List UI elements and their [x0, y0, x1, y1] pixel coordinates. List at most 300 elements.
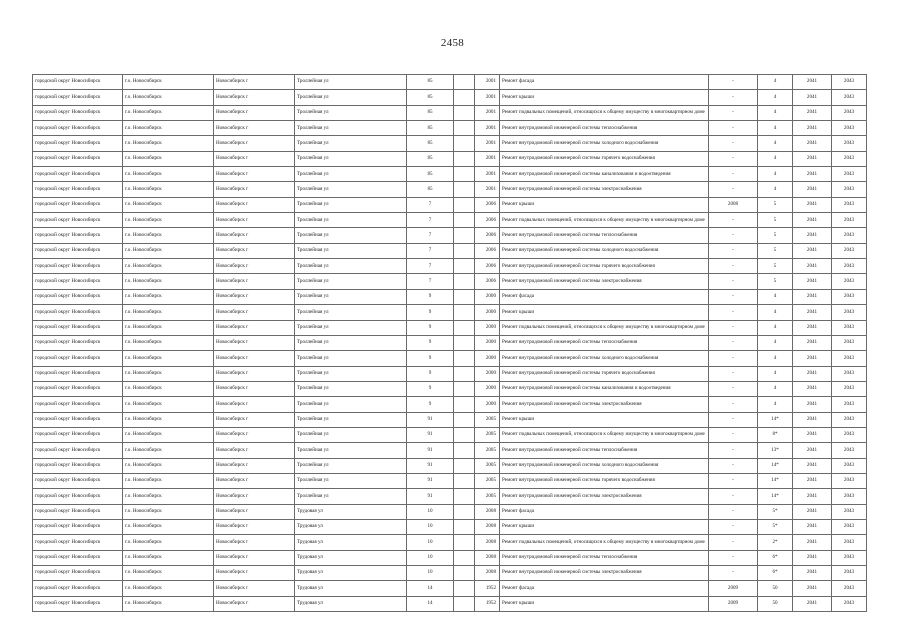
district-cell: городской округ Новосибирск — [33, 351, 123, 366]
settlement-cell: Новосибирск г — [214, 596, 295, 611]
house-number-cell: 14 — [407, 596, 454, 611]
period-cell: 4 — [758, 397, 793, 412]
city-cell: г.о. Новосибирск — [123, 489, 214, 504]
table-row — [33, 397, 867, 412]
end-year-cell: 2043 — [832, 519, 867, 534]
settlement-cell: Новосибирск г — [214, 75, 295, 90]
end-year-cell: 2043 — [832, 305, 867, 320]
district-cell: городской округ Новосибирск — [33, 259, 123, 274]
work-type-cell: Ремонт крыши — [500, 197, 709, 212]
work-type-cell: Ремонт внутридомовой инженерной системы электроснабжения — [500, 566, 709, 581]
start-year-cell: 2041 — [793, 566, 832, 581]
end-year-cell: 2043 — [832, 259, 867, 274]
build-year-cell: 2001 — [475, 75, 500, 90]
previous-repair-cell: - — [709, 167, 758, 182]
period-cell: 4 — [758, 335, 793, 350]
district-cell: городской округ Новосибирск — [33, 566, 123, 581]
house-number-cell: 10 — [407, 550, 454, 565]
start-year-cell: 2041 — [793, 381, 832, 396]
previous-repair-cell: - — [709, 320, 758, 335]
house-number-cell: 9 — [407, 351, 454, 366]
district-cell: городской округ Новосибирск — [33, 550, 123, 565]
end-year-cell: 2043 — [832, 136, 867, 151]
house-number-cell: 85 — [407, 136, 454, 151]
end-year-cell: 2043 — [832, 504, 867, 519]
building-cell — [454, 259, 475, 274]
end-year-cell: 2043 — [832, 197, 867, 212]
city-cell: г.о. Новосибирск — [123, 412, 214, 427]
house-number-cell: 85 — [407, 105, 454, 120]
previous-repair-cell: - — [709, 289, 758, 304]
district-cell: городской округ Новосибирск — [33, 458, 123, 473]
start-year-cell: 2041 — [793, 397, 832, 412]
end-year-cell: 2043 — [832, 213, 867, 228]
start-year-cell: 2041 — [793, 121, 832, 136]
previous-repair-cell: 2009 — [709, 581, 758, 596]
build-year-cell: 2001 — [475, 121, 500, 136]
district-cell: городской округ Новосибирск — [33, 489, 123, 504]
work-type-cell: Ремонт подвальных помещений, относящихся к общему имуществу в многоквартирном доме — [500, 213, 709, 228]
street-cell: Троллейная ул — [295, 397, 407, 412]
district-cell: городской округ Новосибирск — [33, 519, 123, 534]
page-number: 2458 — [440, 37, 465, 49]
period-cell: 5 — [758, 243, 793, 258]
period-cell: 5 — [758, 274, 793, 289]
settlement-cell: Новосибирск г — [214, 397, 295, 412]
work-type-cell: Ремонт крыши — [500, 305, 709, 320]
end-year-cell: 2043 — [832, 550, 867, 565]
table-row — [33, 473, 867, 488]
end-year-cell: 2043 — [832, 473, 867, 488]
city-cell: г.о. Новосибирск — [123, 581, 214, 596]
work-type-cell: Ремонт внутридомовой инженерной системы холодного водоснабжения — [500, 136, 709, 151]
street-cell: Трудовая ул — [295, 504, 407, 519]
previous-repair-cell: - — [709, 351, 758, 366]
district-cell: городской округ Новосибирск — [33, 412, 123, 427]
table-row — [33, 136, 867, 151]
start-year-cell: 2041 — [793, 504, 832, 519]
previous-repair-cell: - — [709, 75, 758, 90]
build-year-cell: 2006 — [475, 228, 500, 243]
street-cell: Троллейная ул — [295, 458, 407, 473]
period-cell: 4 — [758, 75, 793, 90]
work-type-cell: Ремонт подвальных помещений, относящихся к общему имуществу в многоквартирном доме — [500, 535, 709, 550]
settlement-cell: Новосибирск г — [214, 320, 295, 335]
work-type-cell: Ремонт крыши — [500, 412, 709, 427]
build-year-cell: 2006 — [475, 259, 500, 274]
end-year-cell: 2043 — [832, 335, 867, 350]
building-cell — [454, 351, 475, 366]
previous-repair-cell: - — [709, 259, 758, 274]
work-type-cell: Ремонт фасада — [500, 581, 709, 596]
building-cell — [454, 335, 475, 350]
start-year-cell: 2041 — [793, 136, 832, 151]
street-cell: Троллейная ул — [295, 427, 407, 442]
start-year-cell: 2041 — [793, 213, 832, 228]
district-cell: городской округ Новосибирск — [33, 121, 123, 136]
street-cell: Троллейная ул — [295, 75, 407, 90]
building-cell — [454, 305, 475, 320]
settlement-cell: Новосибирск г — [214, 535, 295, 550]
city-cell: г.о. Новосибирск — [123, 366, 214, 381]
end-year-cell: 2043 — [832, 320, 867, 335]
build-year-cell: 2008 — [475, 566, 500, 581]
work-type-cell: Ремонт внутридомовой инженерной системы горячего водоснабжения — [500, 473, 709, 488]
period-cell: 50 — [758, 596, 793, 611]
street-cell: Троллейная ул — [295, 213, 407, 228]
building-cell — [454, 412, 475, 427]
building-cell — [454, 427, 475, 442]
start-year-cell: 2041 — [793, 320, 832, 335]
settlement-cell: Новосибирск г — [214, 550, 295, 565]
period-cell: 5 — [758, 228, 793, 243]
building-cell — [454, 473, 475, 488]
previous-repair-cell: - — [709, 136, 758, 151]
settlement-cell: Новосибирск г — [214, 243, 295, 258]
build-year-cell: 2005 — [475, 443, 500, 458]
end-year-cell: 2043 — [832, 182, 867, 197]
work-type-cell: Ремонт внутридомовой инженерной системы электроснабжения — [500, 182, 709, 197]
building-cell — [454, 151, 475, 166]
city-cell: г.о. Новосибирск — [123, 519, 214, 534]
start-year-cell: 2041 — [793, 458, 832, 473]
start-year-cell: 2041 — [793, 443, 832, 458]
street-cell: Троллейная ул — [295, 90, 407, 105]
work-type-cell: Ремонт внутридомовой инженерной системы электроснабжения — [500, 274, 709, 289]
end-year-cell: 2043 — [832, 489, 867, 504]
house-number-cell: 9 — [407, 397, 454, 412]
period-cell: 13* — [758, 443, 793, 458]
period-cell: 5 — [758, 259, 793, 274]
work-type-cell: Ремонт внутридомовой инженерной системы теплоснабжения — [500, 550, 709, 565]
settlement-cell: Новосибирск г — [214, 366, 295, 381]
district-cell: городской округ Новосибирск — [33, 366, 123, 381]
period-cell: 4 — [758, 182, 793, 197]
build-year-cell: 1952 — [475, 596, 500, 611]
house-number-cell: 10 — [407, 519, 454, 534]
start-year-cell: 2041 — [793, 243, 832, 258]
city-cell: г.о. Новосибирск — [123, 443, 214, 458]
settlement-cell: Новосибирск г — [214, 305, 295, 320]
city-cell: г.о. Новосибирск — [123, 381, 214, 396]
city-cell: г.о. Новосибирск — [123, 136, 214, 151]
district-cell: городской округ Новосибирск — [33, 596, 123, 611]
period-cell: 8* — [758, 427, 793, 442]
build-year-cell: 2006 — [475, 274, 500, 289]
table-row — [33, 550, 867, 565]
table-row — [33, 197, 867, 212]
period-cell: 4 — [758, 305, 793, 320]
work-type-cell: Ремонт подвальных помещений, относящихся к общему имуществу в многоквартирном доме — [500, 320, 709, 335]
settlement-cell: Новосибирск г — [214, 90, 295, 105]
build-year-cell: 2000 — [475, 335, 500, 350]
street-cell: Троллейная ул — [295, 473, 407, 488]
work-type-cell: Ремонт подвальных помещений, относящихся к общему имуществу в многоквартирном доме — [500, 105, 709, 120]
settlement-cell: Новосибирск г — [214, 489, 295, 504]
work-type-cell: Ремонт фасада — [500, 75, 709, 90]
build-year-cell: 2006 — [475, 243, 500, 258]
start-year-cell: 2041 — [793, 75, 832, 90]
period-cell: 14* — [758, 458, 793, 473]
city-cell: г.о. Новосибирск — [123, 121, 214, 136]
previous-repair-cell: - — [709, 412, 758, 427]
house-number-cell: 85 — [407, 151, 454, 166]
start-year-cell: 2041 — [793, 489, 832, 504]
start-year-cell: 2041 — [793, 519, 832, 534]
period-cell: 2* — [758, 535, 793, 550]
house-number-cell: 91 — [407, 473, 454, 488]
district-cell: городской округ Новосибирск — [33, 105, 123, 120]
building-cell — [454, 550, 475, 565]
previous-repair-cell: - — [709, 489, 758, 504]
settlement-cell: Новосибирск г — [214, 259, 295, 274]
settlement-cell: Новосибирск г — [214, 121, 295, 136]
table-row — [33, 243, 867, 258]
settlement-cell: Новосибирск г — [214, 427, 295, 442]
building-cell — [454, 167, 475, 182]
house-number-cell: 91 — [407, 458, 454, 473]
street-cell: Трудовая ул — [295, 519, 407, 534]
settlement-cell: Новосибирск г — [214, 289, 295, 304]
table-row — [33, 504, 867, 519]
work-type-cell: Ремонт внутридомовой инженерной системы канализования и водоотведения — [500, 381, 709, 396]
start-year-cell: 2041 — [793, 412, 832, 427]
previous-repair-cell: - — [709, 243, 758, 258]
build-year-cell: 2001 — [475, 151, 500, 166]
table-row — [33, 151, 867, 166]
building-cell — [454, 397, 475, 412]
build-year-cell: 2005 — [475, 412, 500, 427]
building-cell — [454, 366, 475, 381]
period-cell: 4 — [758, 105, 793, 120]
build-year-cell: 2005 — [475, 489, 500, 504]
street-cell: Троллейная ул — [295, 381, 407, 396]
build-year-cell: 2006 — [475, 197, 500, 212]
table-row — [33, 489, 867, 504]
work-type-cell: Ремонт фасада — [500, 504, 709, 519]
period-cell: 4 — [758, 366, 793, 381]
settlement-cell: Новосибирск г — [214, 458, 295, 473]
period-cell: 4 — [758, 136, 793, 151]
house-number-cell: 85 — [407, 75, 454, 90]
settlement-cell: Новосибирск г — [214, 228, 295, 243]
period-cell: 4 — [758, 167, 793, 182]
period-cell: 4 — [758, 151, 793, 166]
period-cell: 4 — [758, 320, 793, 335]
house-number-cell: 85 — [407, 121, 454, 136]
street-cell: Троллейная ул — [295, 305, 407, 320]
start-year-cell: 2041 — [793, 550, 832, 565]
previous-repair-cell: - — [709, 443, 758, 458]
table-row — [33, 105, 867, 120]
period-cell: 4 — [758, 381, 793, 396]
build-year-cell: 2001 — [475, 90, 500, 105]
settlement-cell: Новосибирск г — [214, 182, 295, 197]
district-cell: городской округ Новосибирск — [33, 213, 123, 228]
street-cell: Трудовая ул — [295, 581, 407, 596]
settlement-cell: Новосибирск г — [214, 105, 295, 120]
start-year-cell: 2041 — [793, 351, 832, 366]
building-cell — [454, 75, 475, 90]
street-cell: Троллейная ул — [295, 351, 407, 366]
work-type-cell: Ремонт внутридомовой инженерной системы электроснабжения — [500, 397, 709, 412]
period-cell: 5 — [758, 197, 793, 212]
table-row — [33, 305, 867, 320]
table-row — [33, 167, 867, 182]
house-number-cell: 9 — [407, 335, 454, 350]
table-row — [33, 519, 867, 534]
house-number-cell: 85 — [407, 167, 454, 182]
street-cell: Трудовая ул — [295, 596, 407, 611]
building-cell — [454, 213, 475, 228]
city-cell: г.о. Новосибирск — [123, 504, 214, 519]
district-cell: городской округ Новосибирск — [33, 427, 123, 442]
building-cell — [454, 182, 475, 197]
previous-repair-cell: - — [709, 427, 758, 442]
table-row — [33, 289, 867, 304]
settlement-cell: Новосибирск г — [214, 566, 295, 581]
start-year-cell: 2041 — [793, 90, 832, 105]
table-row — [33, 351, 867, 366]
previous-repair-cell: 2008 — [709, 197, 758, 212]
end-year-cell: 2043 — [832, 151, 867, 166]
end-year-cell: 2043 — [832, 581, 867, 596]
building-cell — [454, 504, 475, 519]
district-cell: городской округ Новосибирск — [33, 335, 123, 350]
work-type-cell: Ремонт внутридомовой инженерной системы электроснабжения — [500, 489, 709, 504]
district-cell: городской округ Новосибирск — [33, 182, 123, 197]
city-cell: г.о. Новосибирск — [123, 274, 214, 289]
house-number-cell: 85 — [407, 90, 454, 105]
district-cell: городской округ Новосибирск — [33, 136, 123, 151]
street-cell: Троллейная ул — [295, 136, 407, 151]
district-cell: городской округ Новосибирск — [33, 75, 123, 90]
street-cell: Трудовая ул — [295, 566, 407, 581]
start-year-cell: 2041 — [793, 197, 832, 212]
district-cell: городской округ Новосибирск — [33, 443, 123, 458]
period-cell: 4 — [758, 351, 793, 366]
city-cell: г.о. Новосибирск — [123, 259, 214, 274]
end-year-cell: 2043 — [832, 397, 867, 412]
building-cell — [454, 243, 475, 258]
house-number-cell: 14 — [407, 581, 454, 596]
period-cell: 6* — [758, 550, 793, 565]
house-number-cell: 91 — [407, 489, 454, 504]
district-cell: городской округ Новосибирск — [33, 289, 123, 304]
settlement-cell: Новосибирск г — [214, 381, 295, 396]
building-cell — [454, 197, 475, 212]
period-cell: 4 — [758, 90, 793, 105]
previous-repair-cell: - — [709, 381, 758, 396]
previous-repair-cell: - — [709, 305, 758, 320]
table-row — [33, 412, 867, 427]
building-cell — [454, 581, 475, 596]
street-cell: Троллейная ул — [295, 489, 407, 504]
work-type-cell: Ремонт внутридомовой инженерной системы теплоснабжения — [500, 335, 709, 350]
table-row — [33, 90, 867, 105]
settlement-cell: Новосибирск г — [214, 197, 295, 212]
previous-repair-cell: - — [709, 105, 758, 120]
street-cell: Троллейная ул — [295, 412, 407, 427]
district-cell: городской округ Новосибирск — [33, 473, 123, 488]
table-row — [33, 535, 867, 550]
end-year-cell: 2043 — [832, 596, 867, 611]
district-cell: городской округ Новосибирск — [33, 535, 123, 550]
city-cell: г.о. Новосибирск — [123, 458, 214, 473]
work-type-cell: Ремонт внутридомовой инженерной системы горячего водоснабжения — [500, 259, 709, 274]
settlement-cell: Новосибирск г — [214, 167, 295, 182]
city-cell: г.о. Новосибирск — [123, 105, 214, 120]
start-year-cell: 2041 — [793, 228, 832, 243]
building-cell — [454, 381, 475, 396]
house-number-cell: 9 — [407, 320, 454, 335]
end-year-cell: 2043 — [832, 121, 867, 136]
building-cell — [454, 289, 475, 304]
start-year-cell: 2041 — [793, 535, 832, 550]
build-year-cell: 2005 — [475, 458, 500, 473]
previous-repair-cell: - — [709, 366, 758, 381]
building-cell — [454, 566, 475, 581]
previous-repair-cell: - — [709, 274, 758, 289]
build-year-cell: 2000 — [475, 289, 500, 304]
building-cell — [454, 320, 475, 335]
district-cell: городской округ Новосибирск — [33, 90, 123, 105]
table-row — [33, 75, 867, 90]
build-year-cell: 2000 — [475, 366, 500, 381]
work-type-cell: Ремонт внутридомовой инженерной системы холодного водоснабжения — [500, 243, 709, 258]
start-year-cell: 2041 — [793, 581, 832, 596]
build-year-cell: 2000 — [475, 305, 500, 320]
build-year-cell: 2000 — [475, 397, 500, 412]
building-cell — [454, 535, 475, 550]
end-year-cell: 2043 — [832, 443, 867, 458]
previous-repair-cell: - — [709, 151, 758, 166]
previous-repair-cell: - — [709, 504, 758, 519]
settlement-cell: Новосибирск г — [214, 581, 295, 596]
city-cell: г.о. Новосибирск — [123, 596, 214, 611]
city-cell: г.о. Новосибирск — [123, 228, 214, 243]
previous-repair-cell: - — [709, 458, 758, 473]
house-number-cell: 91 — [407, 427, 454, 442]
start-year-cell: 2041 — [793, 305, 832, 320]
table-row — [33, 335, 867, 350]
previous-repair-cell: - — [709, 182, 758, 197]
start-year-cell: 2041 — [793, 335, 832, 350]
table-row — [33, 581, 867, 596]
start-year-cell: 2041 — [793, 182, 832, 197]
previous-repair-cell: - — [709, 121, 758, 136]
house-number-cell: 9 — [407, 289, 454, 304]
work-type-cell: Ремонт внутридомовой инженерной системы холодного водоснабжения — [500, 351, 709, 366]
start-year-cell: 2041 — [793, 366, 832, 381]
start-year-cell: 2041 — [793, 274, 832, 289]
period-cell: 14* — [758, 473, 793, 488]
end-year-cell: 2043 — [832, 90, 867, 105]
street-cell: Троллейная ул — [295, 274, 407, 289]
district-cell: городской округ Новосибирск — [33, 197, 123, 212]
start-year-cell: 2041 — [793, 105, 832, 120]
street-cell: Троллейная ул — [295, 259, 407, 274]
end-year-cell: 2043 — [832, 167, 867, 182]
work-type-cell: Ремонт крыши — [500, 90, 709, 105]
table-row — [33, 427, 867, 442]
street-cell: Троллейная ул — [295, 197, 407, 212]
settlement-cell: Новосибирск г — [214, 504, 295, 519]
build-year-cell: 2001 — [475, 182, 500, 197]
previous-repair-cell: - — [709, 535, 758, 550]
district-cell: городской округ Новосибирск — [33, 167, 123, 182]
district-cell: городской округ Новосибирск — [33, 305, 123, 320]
